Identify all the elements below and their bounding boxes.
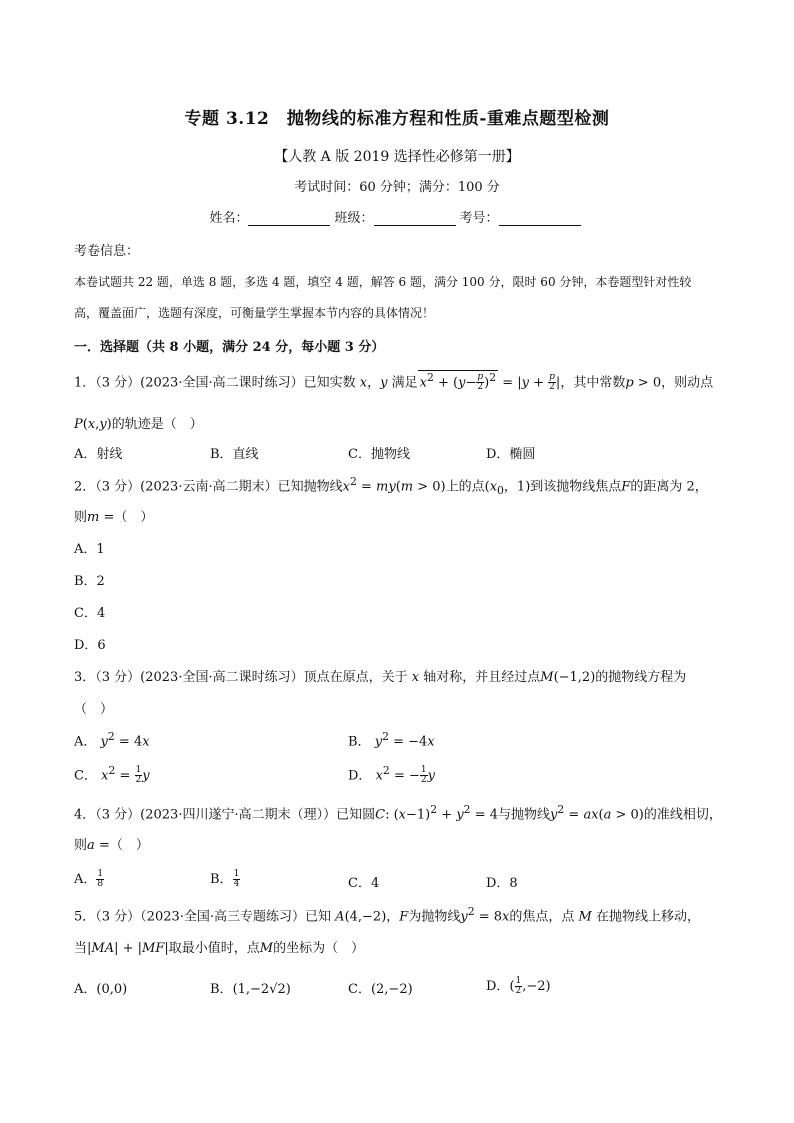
class-label: 班级：: [334, 211, 374, 226]
question-1-line-2: P(x,y)的轨迹是（ ）: [74, 417, 203, 432]
question-1-option-d[interactable]: D．椭圆: [486, 447, 536, 462]
question-5-option-a[interactable]: A．(0,0): [74, 982, 128, 997]
question-4-option-a[interactable]: A． $\frac{1}{8}$: [74, 869, 104, 889]
section-heading: 一．选择题（共 8 小题，满分 24 分，每小题 3 分）: [74, 340, 385, 355]
notice-line-2: 高，覆盖面广，选题有深度，可衡量学生掌握本节内容的具体情况！: [74, 306, 435, 320]
question-2-option-a[interactable]: A．1: [74, 542, 105, 557]
question-2-stem: 2．（3 分）(2023·云南·高二期末）已知抛物线$x^2 = my(m > 0)$上的点($x_0$，1)到该抛物线焦点F的距离为 2，: [74, 475, 708, 497]
question-4-option-d[interactable]: D．8: [486, 876, 518, 891]
question-3-stem: 3．（3 分）(2023·全国·高二课时练习）顶点在原点，关于 x 轴对称，并且经过点M(−1,2)的抛物线方程为: [74, 670, 687, 685]
question-2-option-d[interactable]: D．6: [74, 638, 106, 653]
question-3-option-a[interactable]: A． $y^2 = 4x$: [74, 730, 150, 750]
exam-number-label: 考号：: [459, 211, 499, 226]
exam-number-field[interactable]: [499, 213, 581, 226]
question-4-line-2: 则a =（ ）: [74, 838, 149, 853]
notice-heading: 考卷信息：: [74, 244, 140, 259]
question-5-option-c[interactable]: C．(2,−2): [348, 982, 413, 997]
name-field[interactable]: [248, 213, 330, 226]
question-5-stem: 5．（3 分）（2023·全国·高三专题练习）已知 A(4,−2)，F为抛物线$y^2 = 8x$的焦点，点 M 在抛物线上移动，: [74, 905, 700, 925]
exam-info: 考试时间：60 分钟；满分：100 分: [294, 180, 500, 195]
student-fields: [0, 207, 794, 226]
question-1-option-b[interactable]: B．直线: [210, 447, 259, 462]
question-3-option-c[interactable]: C． $x^2$ = $\frac{1}{2}$ y: [74, 764, 150, 786]
question-4-option-b[interactable]: B． $\frac{1}{4}$: [210, 869, 240, 889]
question-5-line-2: 当|MA| + |MF|取最小值时，点M的坐标为（ ）: [74, 941, 365, 956]
question-2-option-c[interactable]: C．4: [74, 606, 106, 621]
class-field[interactable]: [374, 213, 456, 226]
question-3-option-d[interactable]: D． $x^2$ = − $\frac{1}{2}$ y: [348, 764, 435, 786]
question-1-stem: 1．（3 分）(2023·全国·高二课时练习）已知实数 x，y 满足 $x^2 + (y-$ $\frac{p}{2}$ )$^2$ = |y + $\frac{p}{2}$ |，其中常数p > 0，则动点: [74, 371, 714, 393]
question-5-option-b[interactable]: B．(1,−2√2): [210, 982, 291, 997]
question-3-line-2: （ ）: [74, 702, 114, 717]
page-subtitle: 【人教 A 版 2019 选择性必修第一册】: [274, 149, 520, 165]
page-title: 专题 3.12 抛物线的标准方程和性质-重难点题型检测: [184, 109, 610, 129]
question-3-option-b[interactable]: B． $y^2 = -4x$: [348, 730, 435, 750]
question-1-option-c[interactable]: C．抛物线: [348, 447, 410, 462]
question-4-stem: 4．（3 分）(2023·四川遂宁·高二期末（理））已知圆C: $(x-1)^2 + y^2 = 4$与抛物线$y^2 = ax(a > 0)$的准线相切，: [74, 803, 722, 823]
question-2-line-2: 则m =（ ）: [74, 510, 154, 525]
name-label: 姓名：: [209, 211, 249, 226]
question-5-option-d[interactable]: D．( $\frac{1}{2}$ ,−2): [486, 976, 551, 996]
question-4-option-c[interactable]: C．4: [348, 876, 380, 891]
question-1-option-a[interactable]: A．射线: [74, 447, 123, 462]
question-2-option-b[interactable]: B．2: [74, 574, 105, 589]
notice-line-1: 本卷试题共 22 题，单选 8 题，多选 4 题，填空 4 题，解答 6 题，满分 100 分，限时 60 分钟，本卷题型针对性较: [74, 275, 692, 289]
